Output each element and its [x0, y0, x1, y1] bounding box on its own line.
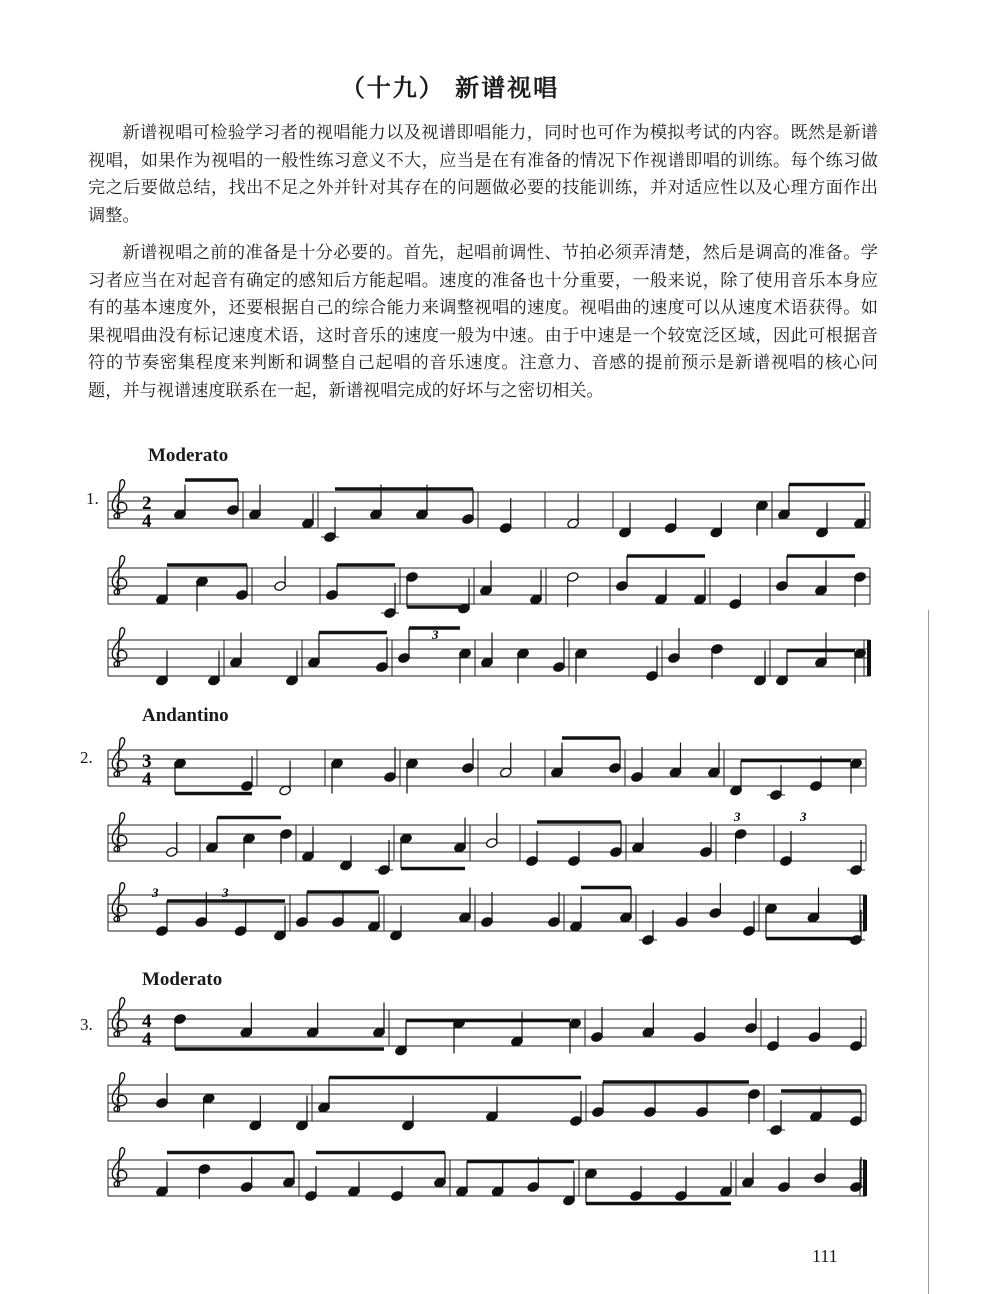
treble-clef-icon	[112, 628, 126, 667]
treble-clef-icon	[112, 883, 126, 922]
treble-clef-icon	[112, 480, 126, 519]
treble-clef-icon	[112, 998, 126, 1037]
treble-clef-icon	[112, 738, 126, 777]
treble-clef-icon	[112, 1073, 126, 1112]
paragraph-text: 新谱视唱之前的准备是十分必要的。首先，起唱前调性、节拍必须弄清楚，然后是调高的准备。学习者应当在对起音有确定的感知后方能起唱。速度的准备也十分重要，一般来说，除了使用音乐本身应有的基本速度外，还要根据自己的综合能力来调整视唱的速度。视唱曲的速度可以从速度术语获得。如果视唱曲没有标记速度术语，这时音乐的速度一般为中速。由于中速是一个较宽泛区域，因此可根据音符的节奏密集程度来判断和调整自己起唱的音乐速度。注意力、音感的提前预示是新谱视唱的核心问题，并与视谱速度联系在一起，新谱视唱完成的好坏与之密切相关。	[88, 243, 878, 401]
triplet-label: 3	[800, 809, 807, 824]
triplet-label: 3	[734, 809, 741, 824]
tempo-marking-3: Moderato	[142, 969, 223, 990]
tempo-marking-1: Moderato	[148, 445, 229, 466]
final-barline-thick	[863, 1160, 867, 1196]
treble-clef-icon	[112, 1148, 126, 1187]
triplet-label: 3	[432, 627, 439, 642]
section-title: （十九） 新谱视唱	[340, 73, 560, 102]
time-signature-top: 2	[142, 493, 152, 514]
time-signature-bottom: 4	[142, 1029, 152, 1050]
exercise-number-2: 2.	[80, 748, 93, 767]
page-number: 111	[812, 1246, 838, 1266]
time-signature-top: 4	[142, 1011, 152, 1032]
exercise-number-3: 3.	[80, 1015, 93, 1034]
treble-clef-icon	[112, 813, 126, 852]
final-barline-thick	[867, 640, 871, 676]
time-signature-top: 3	[142, 751, 152, 772]
paragraph-text: 新谱视唱可检验学习者的视唱能力以及视谱即唱能力，同时也可作为模拟考试的内容。既然是新谱视唱，如果作为视唱的一般性练习意义不大，应当是在有准备的情况下作视谱即唱的训练。每个练习做完之后要做总结，找出不足之外并针对其存在的问题做必要的技能训练，并对适应性以及心理方面作出调整。	[88, 123, 878, 226]
tempo-marking-2: Andantino	[142, 705, 229, 726]
exercise-number-1: 1.	[86, 489, 99, 508]
time-signature-bottom: 4	[142, 511, 152, 532]
triplet-label: 3	[222, 885, 229, 900]
triplet-label: 3	[152, 885, 159, 900]
time-signature-bottom: 4	[142, 769, 152, 790]
treble-clef-icon	[112, 556, 126, 595]
final-barline-thick	[863, 895, 867, 931]
